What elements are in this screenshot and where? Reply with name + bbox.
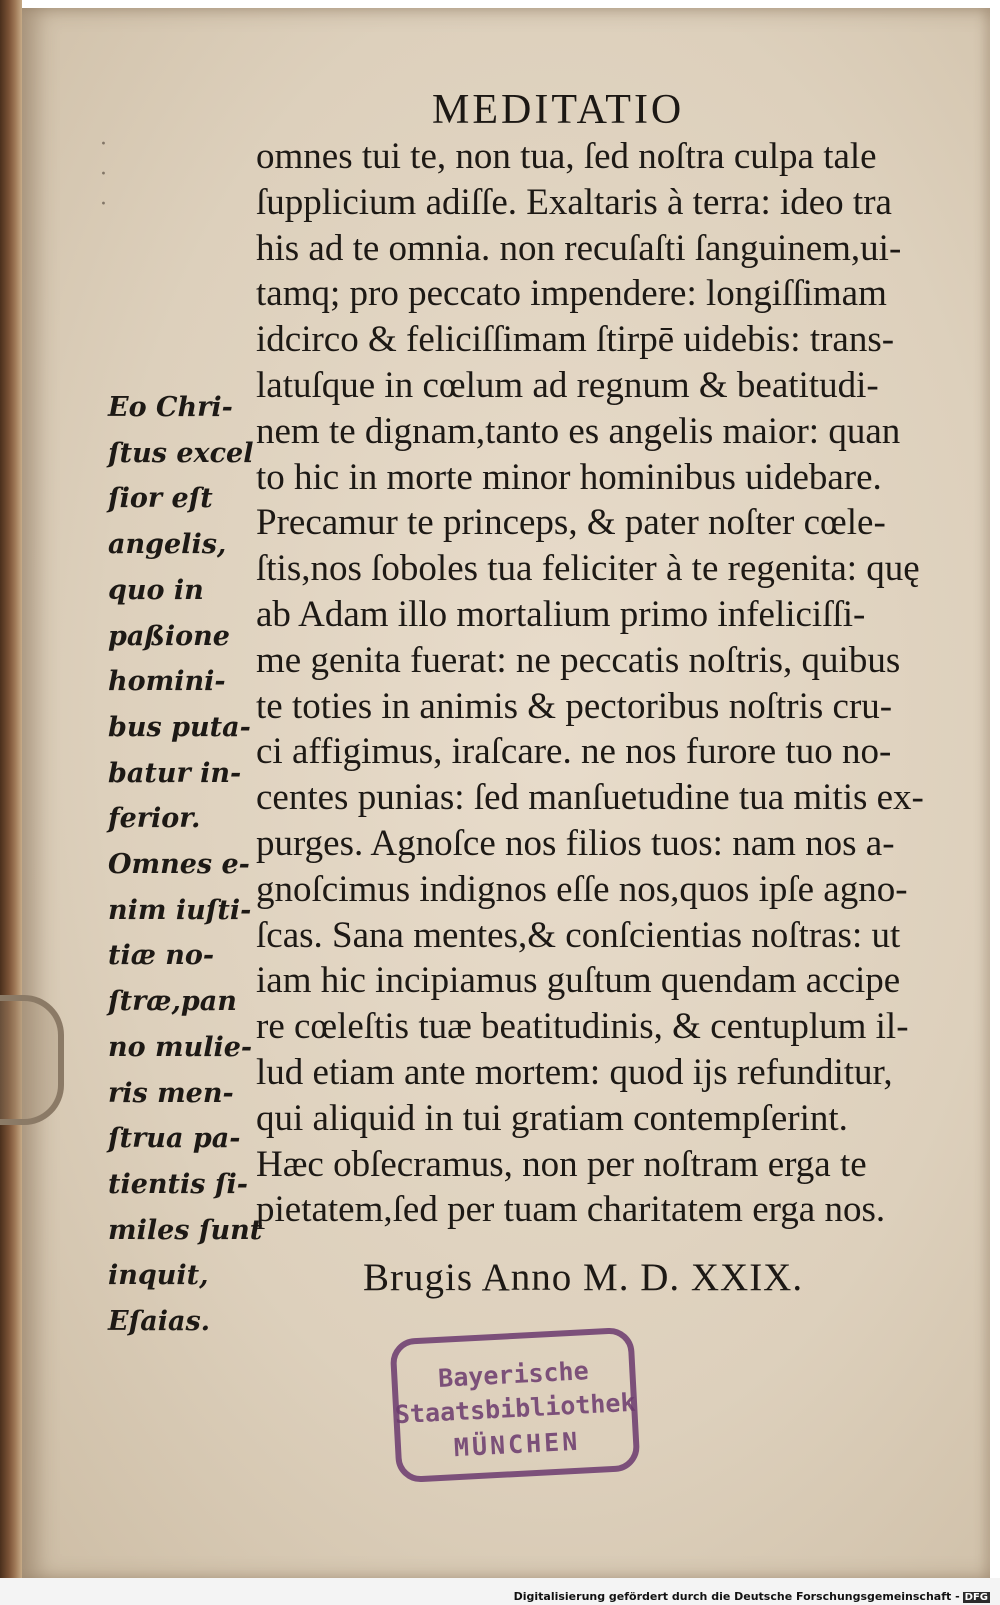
- text-line: Precamur te princeps, & pater noſter cœle-: [256, 502, 886, 544]
- running-head: MEDITATIO: [432, 87, 685, 133]
- text-line: centes punias: ſed manſuetudine tua mitis ex-: [256, 777, 924, 819]
- text-line: ſtis,nos ſoboles tua feliciter à te regenita: quę: [256, 548, 920, 590]
- margin-note-line: no mulie-: [108, 1031, 253, 1063]
- stamp-line-1: Bayerische: [437, 1356, 590, 1393]
- text-line: his ad te omnia. non recuſaſti ſanguinem,ui-: [256, 227, 902, 269]
- text-line: re cœleſtis tuæ beatitudinis, & centuplum il-: [256, 1006, 909, 1048]
- dfg-badge: DFG: [964, 1592, 988, 1603]
- book-clasp: [0, 995, 64, 1125]
- text-line: nem te dignam,tanto es angelis maior: quan: [256, 410, 901, 452]
- margin-marks: · · ·: [100, 132, 107, 217]
- main-text-block: [256, 134, 946, 1233]
- text-line: ſcas. Sana mentes,& conſcientias noſtras: ut: [256, 914, 901, 956]
- margin-note-line: miles ſunt: [108, 1214, 263, 1246]
- margin-note-line: nim iuſti-: [108, 894, 252, 926]
- stamp-line-2: Staatsbibliothek: [394, 1387, 637, 1430]
- text-line: Hæc obſecramus, non per noſtram erga te: [256, 1143, 867, 1185]
- text-line: pietatem,ſed per tuam charitatem erga nos.: [256, 1189, 886, 1231]
- margin-note-line: ſtus excel: [108, 437, 254, 469]
- text-line: to hic in morte minor hominibus uidebare.: [256, 456, 882, 498]
- text-line: purges. Agnoſce nos filios tuos: nam nos a-: [256, 822, 895, 864]
- text-line: idcirco & feliciſſimam ſtirpē uidebis: trans-: [256, 319, 895, 361]
- text-line: ab Adam illo mortalium primo infeliciſſi-: [256, 593, 866, 635]
- margin-note-line: ſtrua pa-: [108, 1123, 241, 1155]
- margin-note-line: Omnes e-: [108, 849, 250, 881]
- margin-note-line: bus puta-: [108, 711, 251, 743]
- margin-note-line: tientis ſi-: [108, 1168, 248, 1200]
- library-stamp: [386, 1324, 644, 1487]
- margin-note-line: ſtræ,pan: [108, 986, 237, 1018]
- margin-note-line: angelis,: [108, 529, 227, 561]
- margin-note-line: paßione: [108, 620, 230, 652]
- text-line: iam hic incipiamus guſtum quendam accipe: [256, 960, 901, 1002]
- text-line: qui aliquid in tui gratiam contempſerint.: [256, 1097, 848, 1139]
- text-line: tamq; pro peccato impendere: longiſſimam: [256, 273, 887, 315]
- margin-note-line: tiæ no-: [108, 940, 215, 972]
- footer-credit-text: Digitalisierung gefördert durch die Deutsche Forschungsgemeinschaft -: [513, 1590, 960, 1603]
- colophon: Brugis Anno M. D. XXIX.: [363, 1256, 804, 1299]
- margin-note-line: ferior.: [108, 803, 201, 835]
- text-line: ſupplicium adiſſe. Exaltaris à terra: ideo tra: [256, 181, 892, 223]
- text-line: lud etiam ante mortem: quod ijs refunditur,: [256, 1051, 893, 1093]
- margin-note-line: inquit,: [108, 1260, 209, 1292]
- margin-note-line: quo in: [108, 574, 204, 606]
- text-line: gnoſcimus indignos eſſe nos,quos ipſe agno-: [256, 868, 908, 910]
- margin-note-line: batur in-: [108, 757, 242, 789]
- stamp-line-3: MÜNCHEN: [453, 1426, 581, 1463]
- margin-note-line: Eſaias.: [108, 1306, 211, 1338]
- book-binding-edge: [0, 0, 22, 1580]
- margin-note-line: ſior eſt: [108, 483, 213, 515]
- text-line: latuſque in cœlum ad regnum & beatitudi-: [256, 364, 879, 406]
- text-line: te toties in animis & pectoribus noſtris cru-: [256, 685, 893, 727]
- footer-credit: [514, 1590, 990, 1603]
- margin-note-line: homini-: [108, 666, 226, 698]
- text-line: me genita fuerat: ne peccatis noſtris, quibus: [256, 639, 901, 681]
- margin-note-line: ris men-: [108, 1077, 234, 1109]
- margin-note-line: Eo Chri-: [108, 392, 233, 423]
- text-line: ci affigimus, iraſcare. ne nos furore tuo no-: [256, 731, 892, 773]
- marginal-note: [108, 385, 263, 1345]
- text-line: omnes tui te, non tua, ſed noſtra culpa tale: [256, 136, 877, 177]
